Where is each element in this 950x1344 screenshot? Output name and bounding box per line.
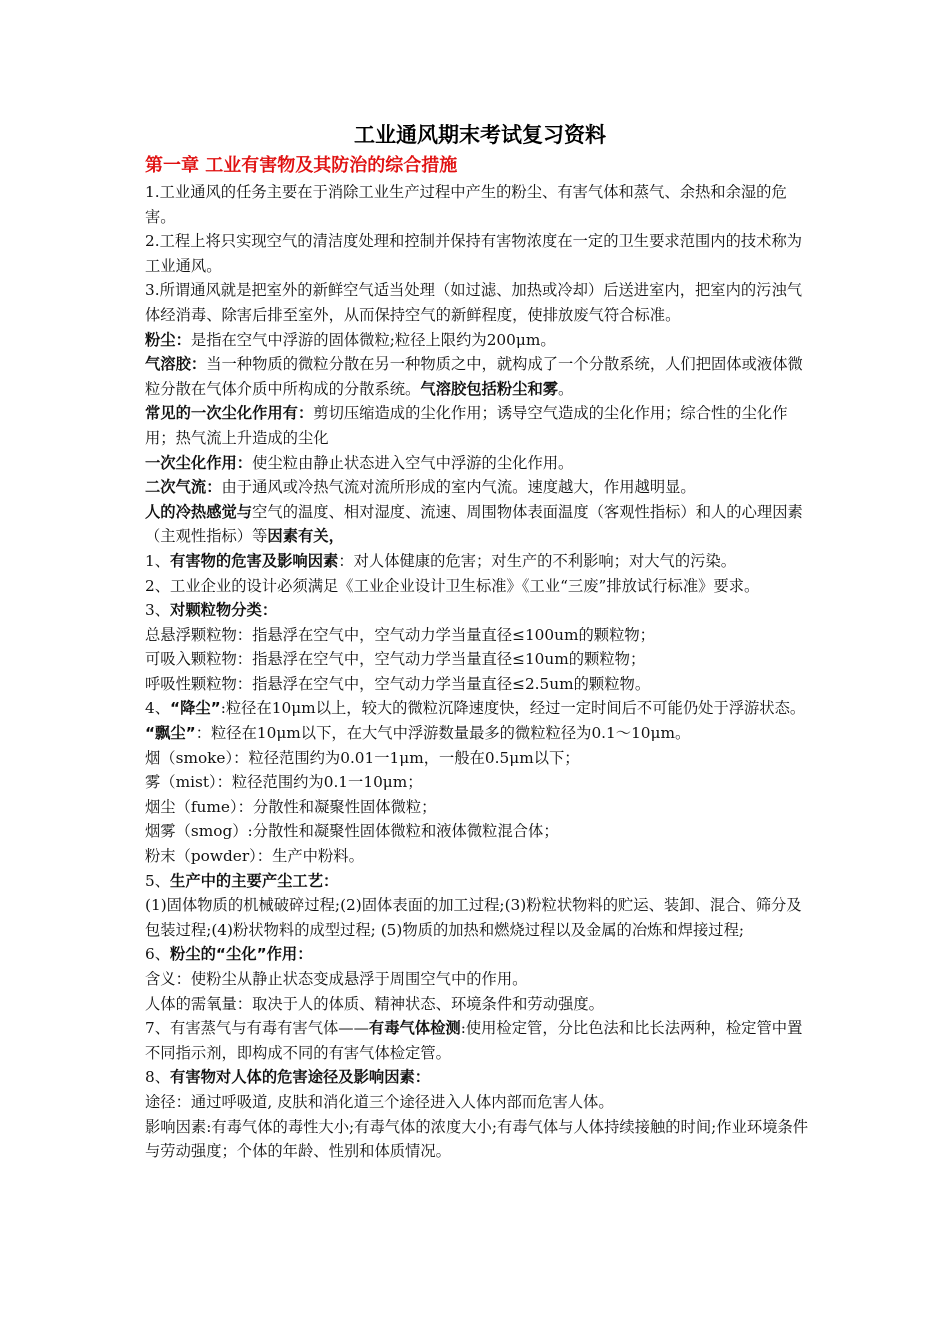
item-3-number: 3、 — [145, 601, 171, 620]
item-1-term: 有害物的危害及影响因素 — [170, 551, 339, 570]
list-item-7 — [145, 1016, 815, 1065]
item-1-text: ：对人体健康的危害；对生产的不利影响；对大气的污染。 — [338, 551, 737, 570]
item-7-text: :使用检定管，分比色法和比长法两种，检定管中置不同指示剂，即构成不同的有害气体检定管。 — [145, 1019, 803, 1062]
term-aerosol: 气溶胶： — [145, 355, 207, 374]
term-dust: 粉尘： — [145, 330, 191, 349]
term-secondary-airflow: 二次气流： — [145, 478, 222, 497]
paragraph-dust — [145, 328, 815, 353]
chapter-heading: 第一章 工业有害物及其防治的综合措施 — [145, 155, 458, 176]
paragraph-primary-dusting — [145, 451, 815, 476]
term-common-primary-dusting: 常见的一次尘化作用有： — [145, 404, 314, 423]
paragraph-floating-dust — [145, 721, 815, 746]
paragraph-thermal-sensation — [145, 500, 815, 549]
line-smog: 烟雾（smog）:分散性和凝聚性固体微粒和液体微粒混合体； — [145, 822, 559, 841]
line-powder: 粉末（powder）：生产中粉料。 — [145, 847, 364, 866]
line-pm25: 呼吸性颗粒物：指悬浮在空气中，空气动力学当量直径≤2.5um的颗粒物。 — [145, 674, 651, 693]
line-oxygen-demand: 人体的需氧量：取决于人的体质、精神状态、环境条件和劳动强度。 — [145, 994, 604, 1013]
paragraph-ventilation-process: 3.所谓通风就是把室外的新鲜空气适当处理（如过滤、加热或冷却）后送进室内，把室内的污浊气体经消毒、除害后排至室外，从而保持空气的新鲜程度，使排放废气符合标准。 — [145, 281, 803, 324]
term-thermal-sensation: 人的冷热感觉与 — [145, 502, 253, 521]
item-8-number: 8、 — [145, 1068, 171, 1087]
text-thermal-sensation: 空气的温度、相对湿度、流速、周围物体表面温度（客观性指标）和人的心理因素（主观性指标）等 — [145, 502, 803, 546]
text-primary-dusting: 使尘粒由静止状态进入空气中浮游的尘化作用。 — [252, 453, 574, 472]
line-pm10: 可吸入颗粒物：指悬浮在空气中，空气动力学当量直径≤10um的颗粒物； — [145, 650, 646, 669]
line-smoke: 烟（smoke）：粒径范围约为0.01一1μm，一般在0.5μm以下； — [145, 748, 580, 767]
text-secondary-airflow: 由于通风或冷热气流对流所形成的室内气流。速度越大，作用越明显。 — [221, 478, 696, 497]
item-6-meaning: 含义：使粉尘从静止状态变成悬浮于周围空气中的作用。 — [145, 970, 528, 988]
item-5-text: (1)固体物质的机械破碎过程;(2)固体表面的加工过程;(3)粉粒状物料的贮运、装卸、混合、筛分及包装过程;(4)粉状物料的成型过程; (5)物质的加热和燃烧过程以及金属的冶炼和焊接过程; — [145, 896, 802, 939]
line-route: 途径：通过呼吸道, 皮肤和消化道三个途径进入人体内部而危害人体。 — [145, 1092, 614, 1111]
list-item-2: 2、工业企业的设计必须满足《工业企业设计卫生标准》《工业“三废”排放试行标准》要求。 — [145, 576, 760, 595]
item-4-term: “降尘” — [170, 699, 221, 718]
line-fume: 烟尘（fume）：分散性和凝聚性固体微粒； — [145, 797, 437, 816]
item-5-number: 5、 — [145, 871, 171, 890]
item-1-number: 1、 — [145, 551, 171, 570]
line-tsp: 总悬浮颗粒物：指悬浮在空气中，空气动力学当量直径≤100um的颗粒物； — [145, 625, 655, 644]
paragraph-common-primary-dusting — [145, 401, 815, 450]
paragraph-aerosol — [145, 352, 815, 401]
item-5-term: 生产中的主要产尘工艺： — [170, 871, 339, 890]
item-6-number: 6、 — [145, 945, 171, 964]
list-item-8 — [145, 1065, 815, 1090]
list-item-4 — [145, 696, 815, 721]
term-primary-dusting: 一次尘化作用： — [145, 453, 253, 472]
paragraph-secondary-airflow — [145, 475, 815, 500]
bold-thermal-factors: 因素有关， — [267, 527, 344, 546]
list-item-5 — [145, 869, 815, 894]
line-mist: 雾（mist）：粒径范围约为0.1一10μm； — [145, 773, 423, 792]
document-title: 工业通风期末考试复习资料 — [354, 123, 606, 147]
item-4-text: :粒径在10μm以上，较大的微粒沉降速度快，经过一定时间后不可能仍处于浮游状态。 — [220, 699, 806, 718]
item-3-term: 对颗粒物分类： — [170, 601, 278, 620]
list-item-1 — [145, 549, 815, 574]
list-item-6 — [145, 942, 815, 967]
bold-aerosol-includes: 气溶胶包括粉尘和雾 — [420, 379, 559, 398]
text-aerosol: 当一种物质的微粒分散在另一种物质之中，就构成了一个分散系统，人们把固体或液体微粒分散在气体介质中所构成的分散系统。 — [145, 355, 803, 398]
text-common-primary-dusting: 剪切压缩造成的尘化作用；诱导空气造成的尘化作用；综合性的尘化作用；热气流上升造成的尘化 — [145, 404, 788, 447]
paragraph-ventilation-task: 1.工业通风的任务主要在于消除工业生产过程中产生的粉尘、有害气体和蒸气、余热和余湿的危害。 — [145, 183, 787, 226]
item-6-term: 粉尘的“尘化”作用： — [170, 945, 313, 964]
text-floating-dust: ：粒径在10μm以下，在大气中浮游数量最多的微粒粒径为0.1～10μm。 — [195, 724, 691, 743]
item-4-number: 4、 — [145, 699, 171, 718]
item-8-term: 有害物对人体的危害途径及影响因素： — [170, 1068, 431, 1087]
list-item-3 — [145, 598, 815, 623]
line-factors: 影响因素:有毒气体的毒性大小;有毒气体的浓度大小;有毒气体与人体持续接触的时间;作业环境条件与劳动强度；个体的年龄、性别和体质情况。 — [145, 1117, 809, 1161]
document-page — [145, 118, 815, 1164]
paragraph-ventilation-definition: 2.工程上将只实现空气的清洁度处理和控制并保持有害物浓度在一定的卫生要求范围内的技术称为工业通风。 — [145, 232, 803, 275]
text-aerosol-end: 。 — [558, 379, 574, 398]
term-floating-dust: “飘尘” — [145, 724, 196, 743]
item-7-term: 有毒气体检测 — [368, 1019, 461, 1038]
item-7-prefix: 7、有害蒸气与有毒有害气体—— — [145, 1019, 369, 1038]
text-dust: 是指在空气中浮游的固体微粒;粒径上限约为200μm。 — [190, 330, 556, 349]
